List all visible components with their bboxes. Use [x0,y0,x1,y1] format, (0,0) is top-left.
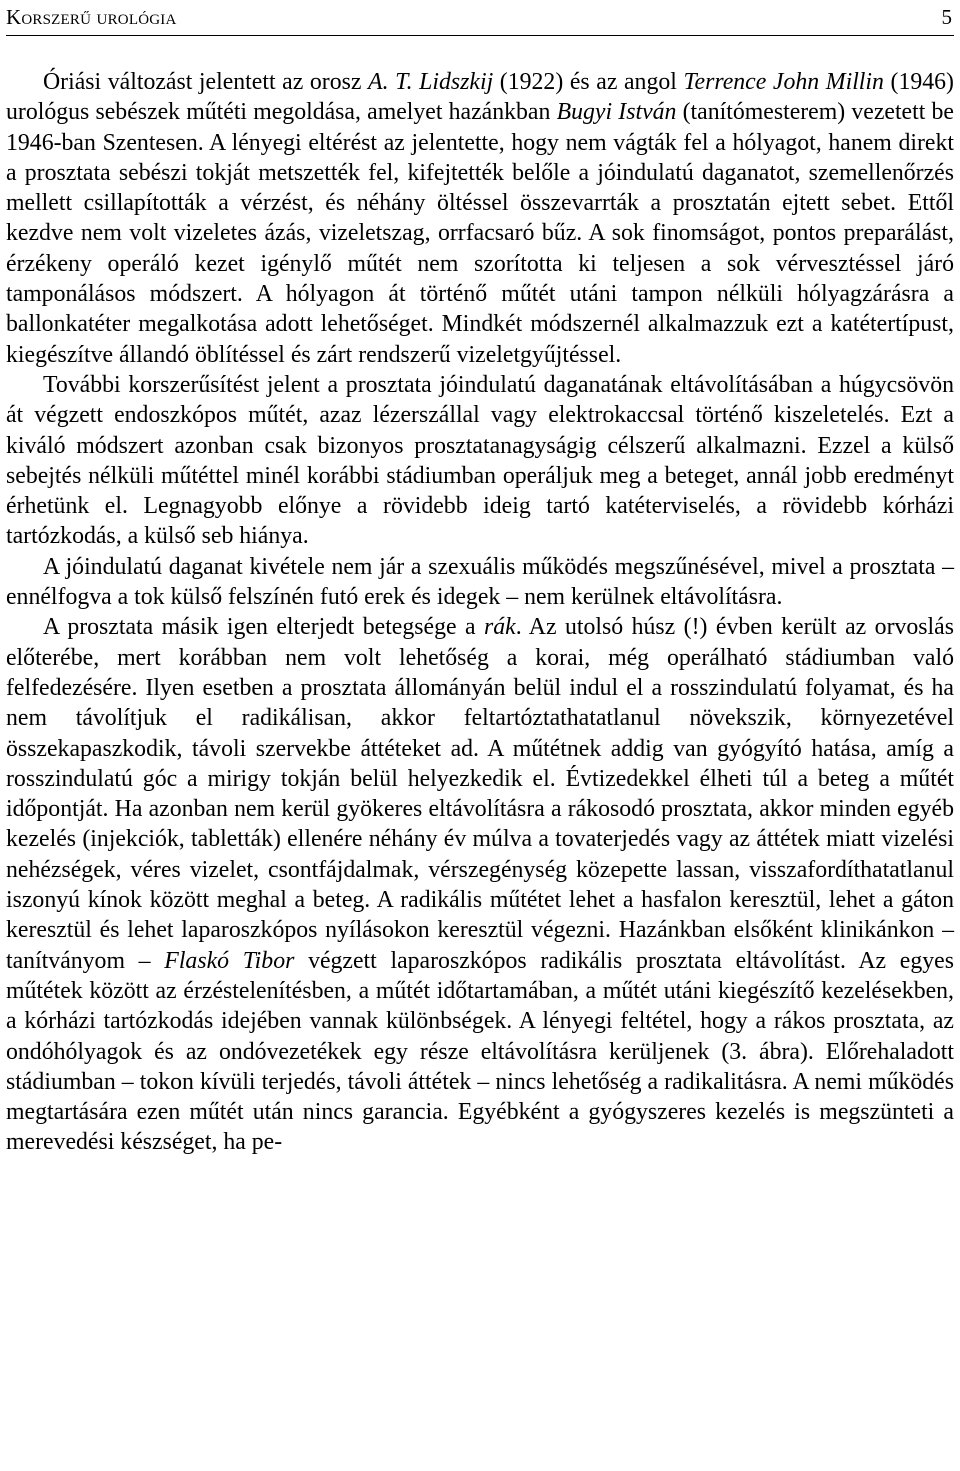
text-run: Óriási változást jelentett az orosz [43,69,369,95]
text-run: A prosztata másik igen elterjedt betegsége a [43,614,484,641]
header-title: Korszerű urológia [6,5,177,29]
italic-name: A. T. Lidszkij [368,69,494,95]
text-run: (1922) és az angol [493,69,684,95]
italic-name: Terrence John Millin [683,69,884,95]
paragraph [6,612,954,1157]
header-rule [6,35,954,36]
page-number: 5 [941,5,952,29]
paragraph [6,552,954,613]
text-run: További korszerűsítést jelent a prosztata jóindulatú daganatának eltávolításában a húgycsövön át végzett endoszkópos műtét, azaz lézerszállal vagy elektrokaccsal történő kiszeletelés. Ezt a kiváló módszert azonban csak bizonyos prosztatanagyságig célszerű alkalmazni. Ezzel a külső sebejtés nélküli műtéttel minél korábbi stádiumban operáljuk meg a beteget, annál jobb eredményt érhetünk el. Legnagyobb előnye a rövidebb ideig tartó katéterviselés, a rövidebb kórházi tartózkodás, a külső seb hiánya. [6,371,954,550]
text-run: (1946) urológus sebészek műtéti megoldása, amelyet hazánkban [6,69,954,126]
running-header [6,4,954,36]
italic-name: Bugyi István [556,99,677,126]
text-run: (tanítómesterem) vezetett be 1946-ban Szentesen. A lényegi eltérést az jelentette, hogy nem vágták fel a hólyagot, hanem direkt a prosztata sebészi tokját metszették fel, kifejtették belőle a jóindulatú daganatot, szemellenőrzés mellett csillapították a vérzést, és néhány öltéssel összevarrták a prosztatán ejtett sebet. Ettől kezdve nem volt vizeletes ázás, vizeletszag, orrfacsaró bűz. A sok finomságot, pontos preparálást, érzékeny operáló kezet igénylő műtét nem szorította ki teljesen a sok vérvesztéssel járó tamponálásos módszert. A hólyagon át történő műtét utáni tampon nélküli hólyagzárásra a ballonkatéter megalkotása adott lehetőséget. Mindkét módszernél alkalmazzuk ezt a katétertípust, kiegészítve állandó öblítéssel és zárt rendszerű vizeletgyűjtéssel. [6,99,954,368]
italic-name: rák [484,614,516,641]
text-run: A jóindulatú daganat kivétele nem jár a szexuális működés megszűnésével, mivel a prosztata – ennélfogva a tok külső felszínén futó erek és idegek – nem kerülnek eltávolításra. [6,553,954,611]
text-run: végzett laparoszkópos radikális prosztata eltávolítást. Az egyes műtétek között az érzéstelenítésben, a műtét időtartamában, a műtét utáni kiegészítő kezelésekben, a kórházi tartózkodás idejében vannak különbségek. A lényegi feltétel, hogy a rákos prosztata, az ondóhólyagok és az ondóvezetékek egy része eltávolításra kerüljenek (3. ábra). Előrehaladott stádiumban – tokon kívüli terjedés, távoli áttétek – nincs lehetőség a radikalitásra. A nemi működés megtartására ezen műtét után nincs garancia. Egyébként a gyógyszeres kezelés is megszünteti a merevedési készséget, ha pe- [6,947,954,1156]
italic-name: Flaskó Tibor [164,947,295,974]
paragraph [6,67,954,370]
text-run: . Az utolsó húsz (!) évben került az orvoslás előterébe, mert korábban nem volt lehetőség a korai, még operálható stádiumban való felfedezésére. Ilyen esetben a prosztata állományán belül indul el a rosszindulatú folyamat, és ha nem távolítjuk el radikálisan, akkor feltartóztathatatlanul növekszik, környezetével összekapaszkodik, távoli szervekbe áttéteket ad. A műtétnek addig van gyógyító hatása, amíg a rosszindulatú góc a mirigy tokján belül helyezkedik el. Évtizedekkel élheti túl a beteg a műtét időpontját. Ha azonban nem kerül gyökeres eltávolításra a rákosodó prosztata, akkor minden egyéb kezelés (injekciók, tabletták) ellenére néhány év múlva a tovaterjedés vagy az áttétek miatt vizelési nehézségek, véres vizelet, csontfájdalmak, vérszegénység közepette lassan, visszafordíthatatlanul iszonyú kínok között meghal a beteg. A radikális műtétet lehet a hasfalon keresztül, lehet a gáton keresztül és lehet laparoszkópos nyílásokon keresztül végezni. Hazánkban elsőként klinikánkon – tanítványom – [6,614,954,974]
body-text [6,67,954,1158]
paragraph [6,370,954,552]
